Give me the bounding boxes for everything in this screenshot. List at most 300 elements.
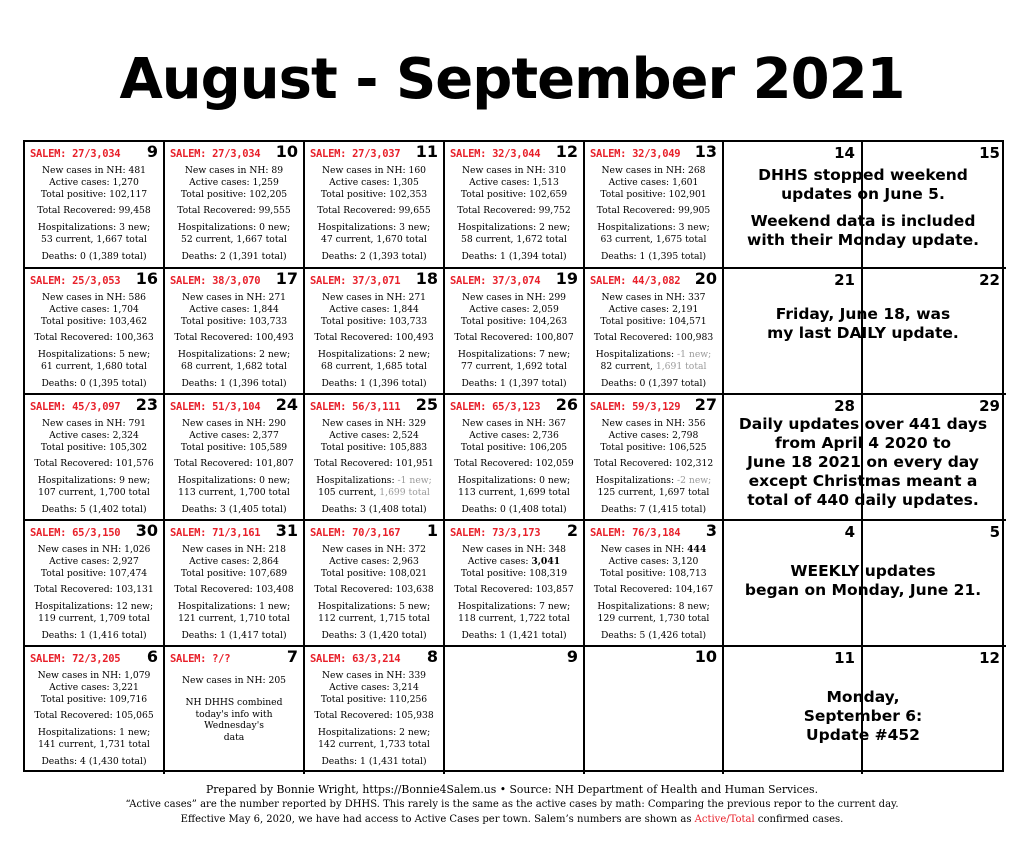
day-number: 11	[415, 142, 438, 161]
day-header	[165, 647, 303, 669]
deaths: Deaths: 1 (1,417 total)	[181, 629, 287, 641]
day-cell	[305, 521, 445, 647]
nh-new-cases-text: New cases in NH: 310	[461, 165, 567, 176]
deaths: Deaths: 2 (1,391 total)	[181, 250, 287, 262]
active-cases	[447, 304, 581, 316]
salem-cases: SALEM: 71/3,161	[170, 527, 261, 539]
active-cases-text: Active cases: 1,844	[329, 303, 419, 315]
day-number: 28	[834, 397, 855, 415]
salem-cases: SALEM: 45/3,097	[30, 401, 121, 413]
total-recovered: Total Recovered: 105,065	[34, 710, 154, 722]
nh-new-cases-text: New cases in NH: 271	[321, 292, 427, 303]
hospitalizations-text: Hospitalizations: 7 new;	[457, 601, 571, 613]
nh-new-cases-text: New cases in NH: 1,079	[37, 670, 151, 681]
active-cases	[587, 177, 720, 189]
weekend-note-1: DHHS stopped weekend updates on June 5. Weekend data is included with their Monday update.	[747, 166, 979, 249]
total-positive: Total positive: 107,474	[40, 567, 148, 579]
active-cases-text: Active cases: 2,524	[329, 429, 419, 441]
hospitalizations-current	[447, 487, 581, 499]
nh-new-cases	[27, 165, 161, 177]
salem-cases: SALEM: 37/3,074	[450, 275, 541, 287]
total-positive: Total positive: 104,571	[600, 315, 707, 327]
active-cases-text: Active cases: 2,736	[469, 429, 559, 441]
day-header	[445, 647, 583, 669]
hospitalizations-current-text: 63 current, 1,675 total	[600, 233, 707, 245]
total-recovered: Total Recovered: 103,131	[34, 584, 154, 596]
hospitalizations-current	[307, 613, 441, 625]
deaths: Deaths: 1 (1,397 total)	[461, 377, 567, 389]
hospitalizations-current-text: 129 current, 1,730 total	[597, 612, 710, 624]
hospitalizations	[447, 222, 581, 234]
salem-cases: SALEM: 76/3,184	[590, 527, 681, 539]
day-stats	[585, 417, 722, 516]
day-cell	[445, 269, 585, 395]
day-stats	[305, 543, 443, 642]
total-recovered: Total Recovered: 102,059	[454, 458, 574, 470]
deaths: Deaths: 3 (1,405 total)	[181, 503, 287, 515]
day-header	[305, 142, 443, 164]
nh-new-cases-text: New cases in NH: 481	[41, 165, 147, 176]
total-recovered: Total Recovered: 99,655	[317, 205, 431, 217]
nh-new-cases-text: New cases in NH: 791	[41, 418, 147, 429]
day-cell	[305, 142, 445, 269]
nh-new-cases	[307, 165, 441, 177]
day-number: 4	[844, 523, 855, 541]
total-positive: Total positive: 110,256	[320, 693, 428, 705]
hospitalizations-text: Hospitalizations: 1 new;	[177, 601, 291, 613]
nh-new-cases	[167, 544, 301, 556]
day-cell	[165, 142, 305, 269]
nh-new-cases-text: New cases in NH: 160	[321, 165, 427, 176]
day-header	[445, 395, 583, 417]
salem-cases: SALEM: 59/3,129	[590, 401, 681, 413]
nh-new-cases	[307, 544, 441, 556]
hospitalizations	[167, 601, 301, 613]
day-stats	[445, 164, 583, 263]
day-number: 15	[979, 144, 1000, 162]
hospitalizations-current-text: 141 current, 1,731 total	[38, 738, 150, 750]
active-cases	[307, 430, 441, 442]
hospitalizations-total-muted: 1,691 total	[652, 360, 707, 372]
deaths: Deaths: 0 (1,389 total)	[41, 250, 147, 262]
day-number: 30	[135, 521, 158, 540]
day-cell	[445, 647, 585, 774]
deaths: Deaths: 3 (1,408 total)	[321, 503, 427, 515]
nh-new-cases	[167, 418, 301, 430]
day-number: 8	[426, 647, 438, 666]
total-positive: Total positive: 108,021	[320, 567, 428, 579]
day-cell	[25, 521, 165, 647]
active-cases-text: Active cases: 1,513	[469, 176, 559, 188]
day-cell	[585, 521, 724, 647]
day-stats	[25, 291, 163, 390]
day-header	[25, 395, 163, 417]
day-number: 1	[426, 521, 438, 540]
hospitalizations-current-text: 47 current, 1,670 total	[321, 233, 427, 245]
nh-new-cases-text: New cases in NH: 1,026	[37, 544, 151, 555]
salem-cases: SALEM: 27/3,037	[310, 148, 401, 160]
total-positive: Total positive: 102,353	[320, 188, 428, 200]
hospitalizations	[307, 349, 441, 361]
hospitalizations-current	[167, 487, 301, 499]
active-cases-text: Active cases: 1,305	[329, 176, 419, 188]
combined-note-line: today's info with	[195, 708, 273, 720]
nh-new-cases-text: New cases in NH: 372	[321, 544, 427, 555]
day-cell	[585, 395, 724, 521]
combined-note-line: Wednesday's	[204, 720, 264, 732]
hospitalizations	[587, 601, 720, 613]
total-recovered: Total Recovered: 101,807	[174, 458, 294, 470]
day-number: 29	[979, 397, 1000, 415]
hospitalizations-text: Hospitalizations: 2 new;	[457, 222, 571, 234]
footer-line-1: Prepared by Bonnie Wright, https://Bonnie4Salem.us • Source: NH Department of Health and Human Services.	[205, 783, 819, 796]
hospitalizations-current-text: 82 current,	[600, 360, 653, 372]
hospitalizations-text: Hospitalizations: 1 new;	[37, 727, 151, 739]
hospitalizations-current	[447, 361, 581, 373]
salem-cases: SALEM: 70/3,167	[310, 527, 401, 539]
day-stats	[165, 543, 303, 642]
day-cell	[585, 269, 724, 395]
nh-new-cases	[27, 418, 161, 430]
hospitalizations-text: Hospitalizations: 3 new;	[317, 222, 431, 234]
hospitalizations-current-text: 125 current, 1,697 total	[597, 486, 710, 498]
active-cases	[307, 556, 441, 568]
nh-new-cases	[307, 418, 441, 430]
nh-new-cases	[447, 292, 581, 304]
total-positive: Total positive: 107,689	[180, 567, 288, 579]
day-stats	[585, 543, 722, 642]
day-stats	[305, 669, 443, 768]
day-cell	[165, 269, 305, 395]
day-cell	[25, 269, 165, 395]
day-stats	[25, 543, 163, 642]
active-cases-text: Active cases: 2,377	[189, 429, 279, 441]
hospitalizations	[27, 222, 161, 234]
active-cases	[587, 556, 720, 568]
hospitalizations-text: Hospitalizations: 0 new;	[177, 475, 291, 487]
hospitalizations-text: Hospitalizations: 12 new;	[34, 601, 154, 613]
hospitalizations-current	[587, 234, 720, 246]
total-positive: Total positive: 102,901	[600, 188, 707, 200]
day-number: 12	[555, 142, 578, 161]
active-cases-text: Active cases: 2,324	[49, 429, 139, 441]
hospitalizations-current-text: 113 current, 1,699 total	[458, 486, 570, 498]
day-header	[25, 142, 163, 164]
nh-new-cases-text: New cases in NH: 329	[321, 418, 427, 429]
nh-new-cases	[447, 418, 581, 430]
day-stats	[165, 291, 303, 390]
day-header	[25, 521, 163, 543]
deaths: Deaths: 1 (1,396 total)	[321, 377, 427, 389]
total-recovered: Total Recovered: 104,167	[593, 584, 714, 596]
salem-cases: SALEM: ?/?	[170, 653, 231, 665]
nh-new-cases	[447, 165, 581, 177]
salem-cases: SALEM: 73/3,173	[450, 527, 541, 539]
footer-line-3-end: confirmed cases.	[754, 814, 844, 825]
deaths: Deaths: 1 (1,395 total)	[600, 250, 707, 262]
hospitalizations	[307, 475, 441, 487]
total-recovered: Total Recovered: 103,857	[454, 584, 574, 596]
day-number: 20	[694, 269, 717, 288]
active-cases-text: Active cases: 3,120	[608, 555, 699, 567]
hospitalizations-current	[27, 739, 161, 751]
day-number: 25	[415, 395, 438, 414]
nh-new-cases-text: New cases in NH: 218	[181, 544, 287, 555]
day-header	[585, 142, 722, 164]
footer-line-2: “Active cases” are the number reported by DHHS. This rarely is the same as the active cases by math: Comparing the previous repor to the current day.	[125, 799, 899, 810]
day-stats	[305, 164, 443, 263]
hospitalizations-text: Hospitalizations: 5 new;	[37, 349, 151, 361]
hospitalizations-muted: -1 new;	[674, 349, 712, 361]
deaths: Deaths: 1 (1,431 total)	[321, 755, 427, 767]
deaths: Deaths: 7 (1,415 total)	[600, 503, 707, 515]
active-cases-text: Active cases: 1,844	[189, 303, 279, 315]
day-number: 2	[566, 521, 578, 540]
nh-new-cases-text: New cases in NH: 89	[184, 165, 284, 176]
day-header	[165, 269, 303, 291]
hospitalizations-current	[447, 613, 581, 625]
day-number: 16	[135, 269, 158, 288]
hospitalizations-current	[307, 234, 441, 246]
total-positive: Total positive: 106,525	[600, 441, 707, 453]
day-number: 10	[275, 142, 298, 161]
hospitalizations-current	[587, 613, 720, 625]
page-title: August - September 2021	[119, 47, 905, 112]
day-cell	[165, 521, 305, 647]
day-number: 17	[275, 269, 298, 288]
total-recovered: Total Recovered: 100,983	[593, 332, 714, 344]
day-number: 13	[694, 142, 717, 161]
day-stats	[445, 543, 583, 642]
day-stats	[305, 417, 443, 516]
day-stats	[165, 669, 303, 744]
salem-cases: SALEM: 72/3,205	[30, 653, 121, 665]
total-positive: Total positive: 105,883	[320, 441, 428, 453]
hospitalizations-current-text: 68 current, 1,682 total	[181, 360, 287, 372]
active-cases-text: Active cases: 2,864	[189, 555, 279, 567]
day-cell	[25, 647, 165, 774]
day-number: 10	[694, 647, 717, 666]
nh-new-cases	[587, 292, 720, 304]
hospitalizations	[587, 349, 720, 361]
day-cell	[305, 395, 445, 521]
hospitalizations-current	[27, 613, 161, 625]
total-recovered: Total Recovered: 99,458	[37, 205, 151, 217]
spacer	[167, 687, 301, 697]
hospitalizations-current-text: 112 current, 1,715 total	[318, 612, 430, 624]
total-positive: Total positive: 102,659	[460, 188, 568, 200]
day-stats	[445, 291, 583, 390]
total-positive: Total positive: 103,462	[40, 315, 148, 327]
hospitalizations	[27, 727, 161, 739]
total-positive: Total positive: 103,733	[180, 315, 288, 327]
hospitalizations	[447, 601, 581, 613]
deaths: Deaths: 1 (1,394 total)	[461, 250, 567, 262]
hospitalizations-text: Hospitalizations:	[595, 475, 675, 487]
combined-note-line: data	[223, 732, 245, 744]
nh-new-cases	[27, 292, 161, 304]
day-stats	[25, 669, 163, 768]
deaths: Deaths: 1 (1,396 total)	[181, 377, 287, 389]
salem-cases: SALEM: 65/3,123	[450, 401, 541, 413]
day-header	[585, 395, 722, 417]
hospitalizations	[27, 349, 161, 361]
day-stats	[585, 291, 722, 390]
nh-new-cases	[27, 670, 161, 682]
active-cases-text: Active cases: 2,191	[608, 303, 699, 315]
day-number: 9	[566, 647, 578, 666]
day-number: 11	[834, 649, 855, 667]
total-recovered: Total Recovered: 100,363	[34, 332, 154, 344]
active-cases-bold: 3,041	[531, 555, 561, 567]
active-cases	[447, 556, 581, 568]
total-recovered: Total Recovered: 103,408	[174, 584, 294, 596]
hospitalizations-text: Hospitalizations: 0 new;	[177, 222, 291, 234]
weekend-note-4: WEEKLY updates began on Monday, June 21.	[744, 562, 982, 599]
salem-cases: SALEM: 32/3,049	[590, 148, 681, 160]
hospitalizations-text: Hospitalizations: 7 new;	[457, 349, 571, 361]
footer-active-total: Active/Total	[694, 814, 755, 825]
day-header	[165, 521, 303, 543]
hospitalizations	[307, 222, 441, 234]
total-positive: Total positive: 105,589	[180, 441, 288, 453]
total-positive: Total positive: 104,263	[460, 315, 568, 327]
active-cases-text: Active cases: 1,601	[608, 176, 699, 188]
hospitalizations-current-text: 77 current, 1,692 total	[461, 360, 567, 372]
active-cases	[307, 682, 441, 694]
day-header	[305, 521, 443, 543]
hospitalizations-text: Hospitalizations: 2 new;	[317, 727, 431, 739]
total-recovered: Total Recovered: 100,807	[454, 332, 574, 344]
footer-line-3	[0, 812, 1024, 827]
active-cases	[167, 177, 301, 189]
hospitalizations-current-text: 68 current, 1,685 total	[321, 360, 427, 372]
total-positive: Total positive: 108,319	[460, 567, 568, 579]
total-recovered: Total Recovered: 102,312	[593, 458, 714, 470]
total-recovered: Total Recovered: 99,555	[177, 205, 291, 217]
salem-cases: SALEM: 56/3,111	[310, 401, 401, 413]
day-cell	[165, 647, 305, 774]
nh-new-cases-text: New cases in NH: 356	[601, 418, 706, 429]
nh-new-cases-text: New cases in NH:	[600, 544, 688, 555]
day-header	[445, 521, 583, 543]
active-cases-text: Active cases:	[467, 555, 532, 567]
day-stats	[25, 164, 163, 263]
nh-new-cases-bold: 444	[687, 544, 707, 555]
nh-new-cases-text: New cases in NH: 337	[601, 292, 706, 303]
day-header	[305, 647, 443, 669]
hospitalizations-current-text: 142 current, 1,733 total	[318, 738, 430, 750]
deaths: Deaths: 0 (1,395 total)	[41, 377, 147, 389]
nh-new-cases-text: New cases in NH: 290	[181, 418, 287, 429]
day-number: 31	[275, 521, 298, 540]
nh-new-cases-text: New cases in NH: 268	[601, 165, 706, 176]
hospitalizations-current	[307, 361, 441, 373]
total-recovered: Total Recovered: 101,576	[34, 458, 154, 470]
active-cases-text: Active cases: 2,059	[469, 303, 559, 315]
day-number: 23	[135, 395, 158, 414]
total-recovered: Total Recovered: 100,493	[314, 332, 434, 344]
active-cases-text: Active cases: 2,798	[608, 429, 699, 441]
weekend-note-5: Monday, September 6: Update #452	[803, 688, 923, 744]
active-cases	[587, 304, 720, 316]
hospitalizations-muted: -2 new;	[674, 475, 712, 487]
active-cases	[27, 556, 161, 568]
day-header	[165, 142, 303, 164]
day-cell	[445, 142, 585, 269]
hospitalizations-text: Hospitalizations: 5 new;	[317, 601, 431, 613]
day-number: 24	[275, 395, 298, 414]
active-cases-text: Active cases: 1,270	[49, 176, 139, 188]
active-cases	[27, 430, 161, 442]
salem-cases: SALEM: 25/3,053	[30, 275, 121, 287]
hospitalizations	[587, 222, 720, 234]
day-header	[25, 269, 163, 291]
hospitalizations-current	[167, 361, 301, 373]
deaths: Deaths: 0 (1,408 total)	[461, 503, 567, 515]
hospitalizations-current-text: 107 current, 1,700 total	[38, 486, 150, 498]
day-header	[25, 647, 163, 669]
nh-new-cases	[587, 418, 720, 430]
hospitalizations-current	[587, 361, 720, 373]
hospitalizations-current	[27, 487, 161, 499]
nh-new-cases	[27, 544, 161, 556]
active-cases-text: Active cases: 2,927	[49, 555, 139, 567]
hospitalizations-current	[587, 487, 720, 499]
active-cases	[27, 304, 161, 316]
nh-new-cases-text: New cases in NH: 586	[41, 292, 147, 303]
day-number: 7	[286, 647, 298, 666]
total-positive: Total positive: 106,205	[460, 441, 568, 453]
salem-cases: SALEM: 37/3,071	[310, 275, 401, 287]
hospitalizations-text: Hospitalizations: 8 new;	[597, 601, 710, 613]
active-cases	[27, 177, 161, 189]
hospitalizations-current	[167, 613, 301, 625]
day-cell	[445, 395, 585, 521]
total-positive: Total positive: 108,713	[600, 567, 707, 579]
active-cases	[27, 682, 161, 694]
day-number: 6	[146, 647, 158, 666]
day-number: 9	[146, 142, 158, 161]
active-cases	[167, 556, 301, 568]
day-cell	[585, 142, 724, 269]
weekend-note-2: Friday, June 18, was my last DAILY update.	[767, 305, 959, 342]
hospitalizations-current	[307, 487, 441, 499]
day-header	[165, 395, 303, 417]
day-number: 19	[555, 269, 578, 288]
nh-new-cases-text: New cases in NH: 367	[461, 418, 567, 429]
day-header	[305, 395, 443, 417]
day-header	[585, 647, 722, 669]
nh-new-cases	[307, 292, 441, 304]
active-cases-text: Active cases: 2,963	[329, 555, 419, 567]
day-number: 5	[989, 523, 1000, 541]
hospitalizations	[447, 349, 581, 361]
total-positive: Total positive: 102,205	[180, 188, 288, 200]
salem-cases: SALEM: 27/3,034	[170, 148, 261, 160]
salem-cases: SALEM: 32/3,044	[450, 148, 541, 160]
deaths: Deaths: 3 (1,420 total)	[321, 629, 427, 641]
nh-new-cases-text: New cases in NH: 299	[461, 292, 567, 303]
hospitalizations-current	[27, 234, 161, 246]
hospitalizations-text: Hospitalizations:	[595, 349, 675, 361]
nh-new-cases-text: New cases in NH: 348	[461, 544, 567, 555]
hospitalizations	[307, 727, 441, 739]
day-number: 21	[834, 271, 855, 289]
salem-cases: SALEM: 65/3,150	[30, 527, 121, 539]
hospitalizations-current-text: 121 current, 1,710 total	[178, 612, 290, 624]
hospitalizations-text: Hospitalizations: 3 new;	[37, 222, 151, 234]
